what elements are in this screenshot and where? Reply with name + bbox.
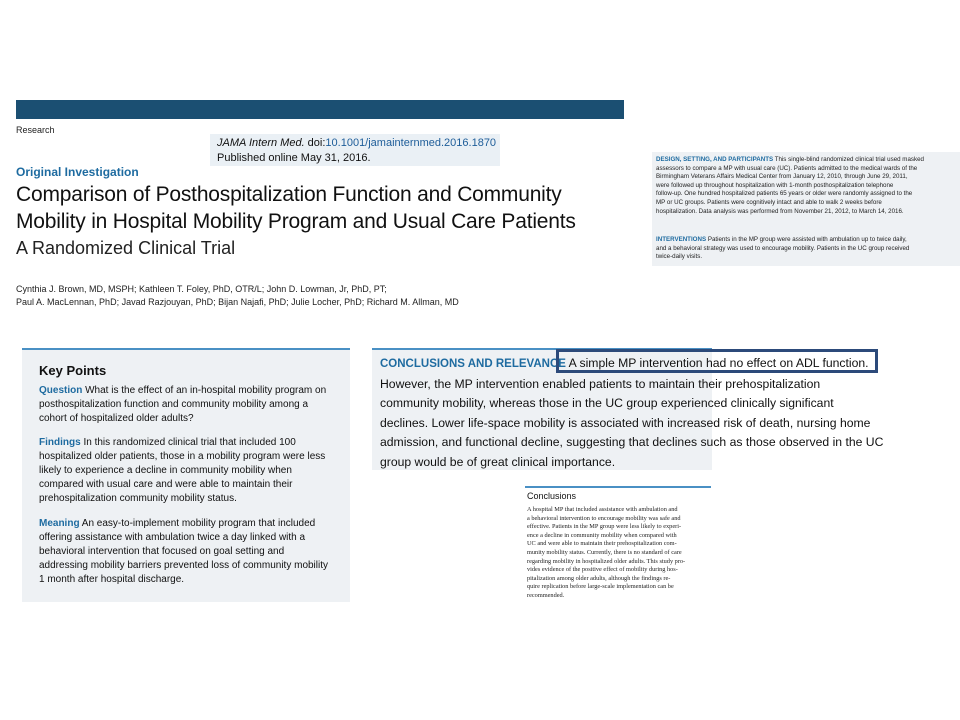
meaning-line: offering assistance with ambulation twice a day linked with a	[39, 532, 306, 543]
conclusions-relevance-line: declines. Lower life-space mobility is associated with increased risk of death, nursing home	[380, 415, 871, 430]
key-points-title: Key Points	[39, 363, 107, 378]
design-line: hospitalization. Data analysis was performed from November 21, 2012, to March 14, 2016.	[656, 207, 904, 215]
design-line: MP or UC groups. Patients were cognitively intact and able to walk 2 weeks before	[656, 198, 882, 206]
question-label: Question	[39, 385, 83, 396]
conclusions-line: pitalization among older adults, although the findings re-	[527, 574, 671, 582]
question-line: What is the effect of an in-hospital mobility program on	[82, 385, 327, 396]
findings-line: compared with usual care and were able to maintain their	[39, 479, 293, 490]
conclusions-relevance-heading: CONCLUSIONS AND RELEVANCE	[380, 358, 566, 370]
authors-line-1: Cynthia J. Brown, MD, MSPH; Kathleen T. Foley, PhD, OTR/L; John D. Lowman, Jr, PhD, PT;	[16, 284, 387, 294]
conclusions-line: a behavioral intervention to encourage mobility was safe and	[527, 514, 681, 522]
conclusions-line: UC and were able to maintain their prehospitalization com-	[527, 540, 677, 548]
design-heading: DESIGN, SETTING, AND PARTICIPANTS	[656, 156, 774, 163]
design-line: This single-blind randomized clinical trial used masked	[773, 156, 924, 163]
conclusions-relevance-line: admission, and functional decline, suggesting that declines such as those observed in the UC	[380, 435, 884, 450]
conclusions-line: recommended.	[527, 591, 565, 599]
citation-line	[217, 137, 496, 149]
highlighted-sentence: A simple MP intervention had no effect on ADL function.	[568, 356, 869, 370]
key-points-findings	[39, 436, 325, 506]
meaning-line: An easy-to-implement mobility program that included	[79, 518, 316, 529]
conclusions-rule	[525, 486, 711, 488]
findings-line: prehospitalization community mobility status.	[39, 493, 237, 504]
article-title-line-1: Comparison of Posthospitalization Function and Community	[16, 183, 562, 206]
authors-line-2: Paul A. MacLennan, PhD; Javad Razjouyan, PhD; Bijan Najafi, PhD; Julie Locher, PhD; Richard M. Allman, MD	[16, 297, 459, 307]
conclusions-relevance-line: However, the MP intervention enabled patients to maintain their prehospitalization	[380, 376, 821, 391]
interventions-heading: INTERVENTIONS	[656, 236, 707, 243]
findings-line: likely to experience a decline in community mobility when	[39, 465, 292, 476]
conclusions-relevance-line: group would be of great clinical importance.	[380, 454, 616, 469]
design-line: follow-up. One hundred hospitalized patients 65 years or older were randomly assigned to the	[656, 190, 913, 198]
doi-prefix: doi:	[304, 137, 326, 149]
header-bar	[16, 100, 624, 119]
interventions-line: and a behavioral strategy was used to encourage mobility. Patients in the UC group received	[656, 244, 910, 252]
conclusions-line: quire replication before large-scale implementation can be	[527, 583, 674, 591]
interventions-line: Patients in the MP group were assisted with ambulation up to twice daily,	[706, 236, 907, 243]
design-line: Birmingham Veterans Affairs Medical Center from January 12, 2010, through June 29, 2011,	[656, 173, 908, 181]
question-line: cohort of hospitalized older adults?	[39, 413, 194, 424]
conclusions-line: munity mobility status. Currently, there is no standard of care	[527, 548, 682, 556]
article-subtitle: A Randomized Clinical Trial	[16, 238, 236, 258]
conclusions-line: effective. Patients in the MP group were less likely to experi-	[527, 523, 682, 531]
conclusions-body	[527, 506, 685, 601]
journal-name: JAMA Intern Med.	[217, 137, 305, 149]
design-section	[656, 156, 924, 216]
interventions-line: twice-daily visits.	[656, 253, 703, 261]
conclusions-line: regarding mobility in hospitalized older adults. This study pro-	[527, 557, 686, 565]
conclusions-line: vides evidence of the positive effect of mobility during hos-	[527, 566, 678, 574]
conclusions-line: A hospital MP that included assistance with ambulation and	[527, 506, 678, 513]
question-line: posthospitalization function and community mobility among a	[39, 399, 309, 410]
key-points-meaning	[39, 517, 328, 587]
findings-line: In this randomized clinical trial that included 100	[80, 437, 296, 448]
highlight-box	[556, 349, 878, 373]
findings-label: Findings	[39, 437, 81, 448]
meaning-line: 1 month after hospital discharge.	[39, 574, 185, 585]
article-title-line-2: Mobility in Hospital Mobility Program and Usual Care Patients	[16, 210, 576, 233]
key-points-question	[39, 384, 326, 426]
article-type: Original Investigation	[16, 165, 139, 179]
design-line: assessors to compare a MP with usual care (UC). Patients admitted to the medical wards of the	[656, 164, 918, 172]
meaning-label: Meaning	[39, 518, 80, 529]
conclusions-title: Conclusions	[527, 491, 577, 501]
interventions-section	[656, 236, 909, 262]
conclusions-relevance-line: community mobility, whereas those in the UC group experienced clinically significant	[380, 396, 834, 411]
conclusions-line: ence a decline in community mobility when compared with	[527, 531, 677, 539]
findings-line: hospitalized older patients, those in a mobility program were less	[39, 451, 326, 462]
meaning-line: addressing mobility barriers prevented loss of community mobility	[39, 560, 329, 571]
published-date: Published online May 31, 2016.	[217, 152, 371, 164]
meaning-line: behavioral intervention that focused on goal setting and	[39, 546, 285, 557]
doi-link[interactable]: 10.1001/jamainternmed.2016.1870	[325, 137, 497, 149]
section-label: Research	[16, 125, 55, 135]
design-line: were followed up throughout hospitalization with 1-month posthospitalization telephone	[656, 181, 894, 189]
